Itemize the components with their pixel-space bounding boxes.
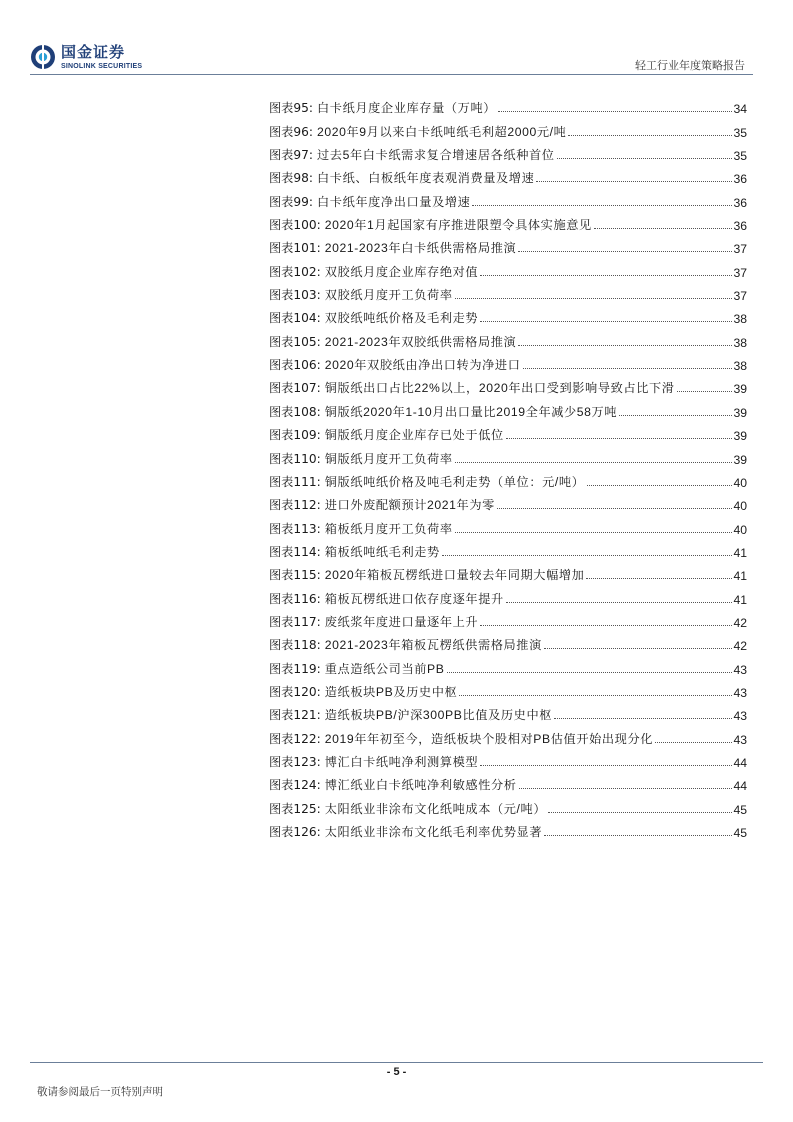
toc-entry-page: 43 <box>733 662 747 677</box>
toc-entry[interactable] <box>269 210 747 233</box>
toc-entry-label: 图表95: <box>269 101 313 116</box>
toc-entry-label: 图表104: <box>269 311 321 326</box>
toc-dot-leader <box>655 742 732 743</box>
toc-dot-leader <box>587 485 733 486</box>
toc-entry[interactable] <box>269 513 747 536</box>
toc-entry[interactable] <box>269 793 747 816</box>
toc-dot-leader <box>548 812 732 813</box>
toc-entry-title: 2020年1月起国家有序推进限塑令具体实施意见 <box>324 218 592 233</box>
toc-entry[interactable] <box>269 560 747 583</box>
toc-entry-label: 图表112: <box>269 498 321 513</box>
toc-entry-title: 2020年双胶纸由净出口转为净进口 <box>324 358 521 373</box>
toc-entry-page: 41 <box>733 545 747 560</box>
toc-entry-label: 图表123: <box>269 754 321 769</box>
toc-entry-page: 43 <box>733 685 747 700</box>
toc-dot-leader <box>480 275 732 276</box>
toc-entry[interactable] <box>269 770 747 793</box>
toc-dot-leader <box>506 602 733 603</box>
toc-dot-leader <box>594 228 733 229</box>
toc-entry[interactable] <box>269 537 747 560</box>
toc-entry-label: 图表105: <box>269 334 321 349</box>
toc-dot-leader <box>519 788 733 789</box>
toc-entry-title: 2019年年初至今，造纸板块个股相对PB估值开始出现分化 <box>324 731 654 746</box>
toc-entry-page: 38 <box>733 359 747 374</box>
toc-entry-label: 图表115: <box>269 568 321 583</box>
toc-entry-page: 45 <box>733 802 747 817</box>
toc-entry[interactable] <box>269 583 747 606</box>
toc-entry[interactable] <box>269 140 747 163</box>
toc-entry[interactable] <box>269 116 747 139</box>
footer-divider <box>30 1062 763 1063</box>
toc-entry-label: 图表110: <box>269 451 321 466</box>
page-number: - 5 - <box>386 1066 407 1078</box>
toc-entry-label: 图表106: <box>269 358 321 373</box>
toc-entry-page: 45 <box>733 826 747 840</box>
toc-dot-leader <box>544 648 733 649</box>
toc-entry[interactable] <box>269 630 747 653</box>
toc-entry-label: 图表126: <box>269 825 321 839</box>
logo-chinese-name: 国金证券 <box>61 42 126 61</box>
logo-english-name: SINOLINK SECURITIES <box>61 62 143 70</box>
toc-entry-title: 造纸板块PB/沪深300PB比值及历史中枢 <box>324 708 553 723</box>
toc-dot-leader <box>677 391 733 392</box>
toc-entry-title: 2020年箱板瓦楞纸进口量较去年同期大幅增加 <box>324 568 585 583</box>
toc-entry[interactable] <box>269 93 747 116</box>
toc-dot-leader <box>518 251 732 252</box>
toc-dot-leader <box>554 718 732 719</box>
page-header <box>0 0 793 80</box>
toc-entry[interactable] <box>269 326 747 349</box>
toc-entry-title: 重点造纸公司当前PB <box>324 661 445 676</box>
toc-entry-page: 39 <box>733 382 747 397</box>
company-logo <box>30 44 142 70</box>
toc-entry-page: 38 <box>733 335 747 350</box>
toc-entry-title: 废纸浆年度进口量逐年上升 <box>324 614 479 629</box>
toc-entry[interactable] <box>269 256 747 279</box>
toc-entry-label: 图表121: <box>269 708 321 723</box>
toc-entry-label: 图表97: <box>269 148 313 163</box>
toc-entry-title: 铜版纸月度企业库存已处于低位 <box>324 428 504 443</box>
toc-dot-leader <box>455 532 733 533</box>
toc-entry-title: 太阳纸业非涂布文化纸吨成本（元/吨） <box>324 801 547 816</box>
toc-entry-title: 博汇纸业白卡纸吨净利敏感性分析 <box>324 778 517 793</box>
toc-entry-page: 37 <box>733 242 747 257</box>
toc-entry-page: 34 <box>733 102 747 117</box>
toc-entry-label: 图表98: <box>269 171 313 186</box>
toc-dot-leader <box>480 765 732 766</box>
toc-entry-page: 40 <box>733 499 747 514</box>
toc-entry-title: 2020年9月以来白卡纸吨纸毛利超2000元/吨 <box>317 124 567 139</box>
toc-entry-label: 图表118: <box>269 638 321 653</box>
toc-entry[interactable] <box>269 607 747 630</box>
toc-entry-label: 图表122: <box>269 731 321 746</box>
toc-entry[interactable] <box>269 303 747 326</box>
toc-entry-title: 铜版纸吨纸价格及吨毛利走势（单位：元/吨） <box>324 474 585 489</box>
toc-entry[interactable] <box>269 350 747 373</box>
toc-dot-leader <box>557 158 733 159</box>
toc-entry-label: 图表99: <box>269 194 313 209</box>
toc-dot-leader <box>442 555 733 556</box>
toc-entry-title: 双胶纸吨纸价格及毛利走势 <box>324 311 479 326</box>
toc-entry-title: 铜版纸月度开工负荷率 <box>324 451 453 466</box>
toc-entry-label: 图表116: <box>269 591 321 606</box>
toc-entry-title: 铜版纸出口占比22%以上，2020年出口受到影响导致占比下滑 <box>324 381 675 396</box>
toc-entry-title: 白卡纸月度企业库存量（万吨） <box>317 101 497 116</box>
toc-entry-title: 双胶纸月度开工负荷率 <box>324 288 453 303</box>
toc-entry-page: 36 <box>733 219 747 234</box>
toc-entry-label: 图表103: <box>269 288 321 303</box>
toc-entry-page: 44 <box>733 755 747 770</box>
toc-entry-page: 36 <box>733 172 747 187</box>
toc-entry-label: 图表107: <box>269 381 321 396</box>
toc-entry-label: 图表100: <box>269 218 321 233</box>
toc-entry-title: 太阳纸业非涂布文化纸毛利率优势显著 <box>324 825 543 839</box>
toc-entry[interactable] <box>269 396 747 419</box>
toc-entry[interactable] <box>269 653 747 676</box>
toc-entry-page: 36 <box>733 195 747 210</box>
toc-entry[interactable] <box>269 723 747 746</box>
toc-entry[interactable] <box>269 700 747 723</box>
toc-entry[interactable] <box>269 373 747 396</box>
toc-dot-leader <box>459 695 732 696</box>
toc-entry-label: 图表96: <box>269 124 313 139</box>
toc-entry-title: 铜版纸2020年1-10月出口量比2019全年减少58万吨 <box>324 404 618 419</box>
toc-dot-leader <box>498 111 732 112</box>
toc-entry-page: 43 <box>733 732 747 747</box>
toc-entry-title: 过去5年白卡纸需求复合增速居各纸种首位 <box>317 148 555 163</box>
toc-entry-label: 图表124: <box>269 778 321 793</box>
sinolink-logo-icon <box>30 44 56 70</box>
disclaimer-note: 敬请参阅最后一页特别声明 <box>37 1086 163 1098</box>
toc-entry-page: 39 <box>733 405 747 420</box>
toc-entry-label: 图表101: <box>269 241 321 256</box>
toc-entry-label: 图表102: <box>269 264 321 279</box>
toc-dot-leader <box>506 438 733 439</box>
toc-dot-leader <box>447 672 733 673</box>
toc-entry-page: 35 <box>733 149 747 164</box>
toc-entry[interactable] <box>269 186 747 209</box>
toc-entry-title: 造纸板块PB及历史中枢 <box>324 684 458 699</box>
toc-dot-leader <box>455 298 733 299</box>
toc-entry-page: 43 <box>733 709 747 724</box>
toc-dot-leader <box>472 205 732 206</box>
toc-entry-page: 40 <box>733 475 747 490</box>
toc-entry[interactable] <box>269 443 747 466</box>
toc-entry-label: 图表108: <box>269 404 321 419</box>
toc-dot-leader <box>455 462 733 463</box>
toc-entry-label: 图表117: <box>269 614 321 629</box>
toc-entry-title: 箱板纸月度开工负荷率 <box>324 521 453 536</box>
toc-entry-page: 37 <box>733 265 747 280</box>
toc-entry-label: 图表119: <box>269 661 321 676</box>
toc-entry-title: 白卡纸年度净出口量及增速 <box>317 194 471 209</box>
toc-entry-page: 38 <box>733 312 747 327</box>
toc-entry-page: 44 <box>733 779 747 794</box>
toc-entry-title: 白卡纸、白板纸年度表观消费量及增速 <box>317 171 535 186</box>
toc-entry-page: 41 <box>733 569 747 584</box>
toc-entry[interactable] <box>269 817 747 840</box>
toc-entry-title: 博汇白卡纸吨净利测算模型 <box>324 754 479 769</box>
toc-entry-page: 40 <box>733 522 747 537</box>
toc-entry-title: 双胶纸月度企业库存绝对值 <box>324 264 479 279</box>
toc-entry[interactable] <box>269 490 747 513</box>
toc-entry[interactable] <box>269 467 747 490</box>
toc-entry[interactable] <box>269 747 747 770</box>
toc-entry-title: 2021-2023年双胶纸供需格局推演 <box>324 334 517 349</box>
toc-dot-leader <box>497 508 733 509</box>
toc-dot-leader <box>536 181 732 182</box>
toc-entry-page: 39 <box>733 452 747 467</box>
toc-dot-leader <box>619 415 732 416</box>
toc-entry-label: 图表111: <box>269 474 321 489</box>
toc-entry-title: 进口外废配额预计2021年为零 <box>324 498 495 513</box>
toc-entry-title: 2021-2023年箱板瓦楞纸供需格局推演 <box>324 638 542 653</box>
toc-entry-title: 箱板纸吨纸毛利走势 <box>324 544 440 559</box>
toc-dot-leader <box>480 625 732 626</box>
toc-entry-page: 41 <box>733 592 747 607</box>
toc-dot-leader <box>544 835 732 836</box>
toc-entry[interactable] <box>269 233 747 256</box>
toc-entry[interactable] <box>269 280 747 303</box>
toc-dot-leader <box>518 345 732 346</box>
toc-entry-label: 图表114: <box>269 544 321 559</box>
toc-entry-page: 42 <box>733 615 747 630</box>
toc-entry-label: 图表113: <box>269 521 321 536</box>
toc-entry-page: 39 <box>733 429 747 444</box>
toc-entry[interactable] <box>269 420 747 443</box>
toc-entry[interactable] <box>269 163 747 186</box>
toc-dot-leader <box>523 368 733 369</box>
toc-entry-title: 箱板瓦楞纸进口依存度逐年提升 <box>324 591 504 606</box>
figure-list <box>269 93 747 840</box>
toc-dot-leader <box>568 135 732 136</box>
toc-entry-label: 图表120: <box>269 684 321 699</box>
report-title: 轻工行业年度策略报告 <box>635 59 745 72</box>
toc-entry-page: 35 <box>733 125 747 140</box>
toc-entry[interactable] <box>269 677 747 700</box>
toc-entry-label: 图表125: <box>269 801 321 816</box>
toc-dot-leader <box>586 578 732 579</box>
toc-entry-page: 42 <box>733 639 747 654</box>
toc-entry-title: 2021-2023年白卡纸供需格局推演 <box>324 241 517 256</box>
header-divider <box>30 74 753 75</box>
toc-dot-leader <box>480 321 732 322</box>
toc-entry-label: 图表109: <box>269 428 321 443</box>
toc-entry-page: 37 <box>733 289 747 304</box>
